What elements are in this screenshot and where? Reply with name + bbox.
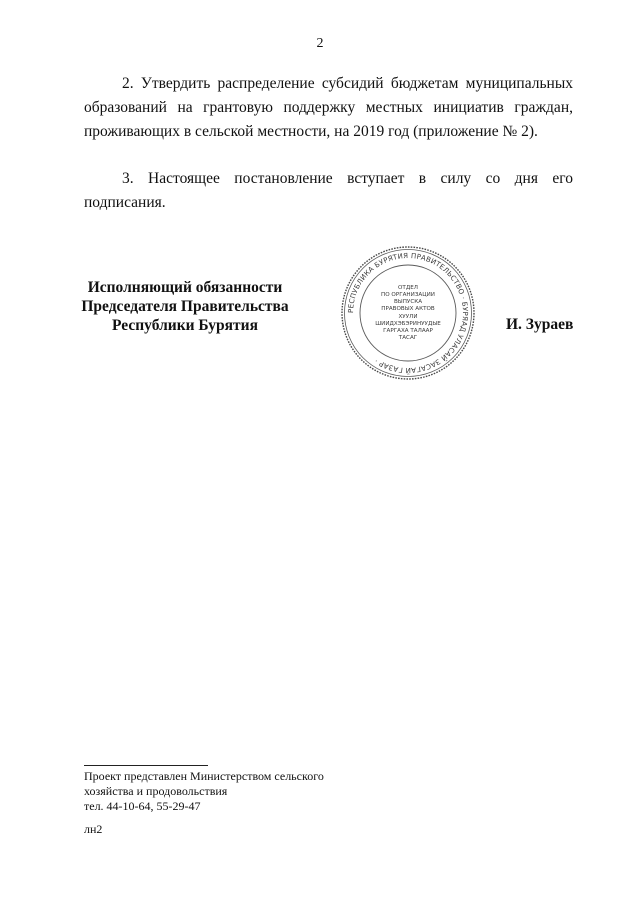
seal-inner-line-2: ПО ОРГАНИЗАЦИИ	[381, 292, 435, 298]
seal-inner-line-4: ПРАВОВЫХ АКТОВ	[381, 306, 435, 312]
footer-line-3: тел. 44-10-64, 55-29-47	[84, 799, 201, 813]
seal-inner-line-6: ШИИДХЭБЭРИНУУДЫЕ	[375, 321, 441, 327]
signatory-title-line-1: Исполняющий обязанности	[87, 279, 283, 296]
footer-note	[84, 769, 324, 837]
seal-inner-line-3: ВЫПУСКА	[393, 299, 423, 305]
signatory-title	[80, 278, 290, 335]
footer-line-2: хозяйства и продовольствия	[84, 784, 228, 798]
footer-line-1: Проект представлен Министерством сельского	[84, 769, 324, 783]
paragraph-3: 3. Настоящее постановление вступает в силу со дня его подписания.	[84, 170, 573, 211]
footer-divider	[84, 765, 208, 766]
page-number: 2	[316, 36, 324, 51]
signatory-title-line-2: Председателя Правительства	[81, 298, 289, 315]
footer-code: лн2	[84, 822, 103, 836]
signatory-title-line-3: Республики Бурятия	[112, 317, 258, 334]
official-seal-stamp	[340, 245, 476, 381]
seal-inner-line-7: ГАРГАХА ТАЛААР	[383, 328, 433, 334]
seal-inner-line-1: ОТДЕЛ	[398, 285, 418, 291]
seal-inner-line-5: ХУУЛИ	[398, 314, 418, 320]
paragraph-2: 2. Утвердить распределение субсидий бюджетам муниципальных образований на грантовую поддержку местных инициатив граждан, проживающих в сельской местности, на 2019 год (приложение № 2).	[84, 75, 573, 140]
seal-ring-text: РЕСПУБЛИКА БУРЯТИЯ ПРАВИТЕЛЬСТВО · БУРЯАД УЛАСАЙ ЗАСАГАЙ ГАЗАР ·	[346, 251, 470, 375]
signatory-name: И. Зураев	[506, 316, 574, 333]
seal-inner-line-8: ТАСАГ	[398, 335, 418, 341]
